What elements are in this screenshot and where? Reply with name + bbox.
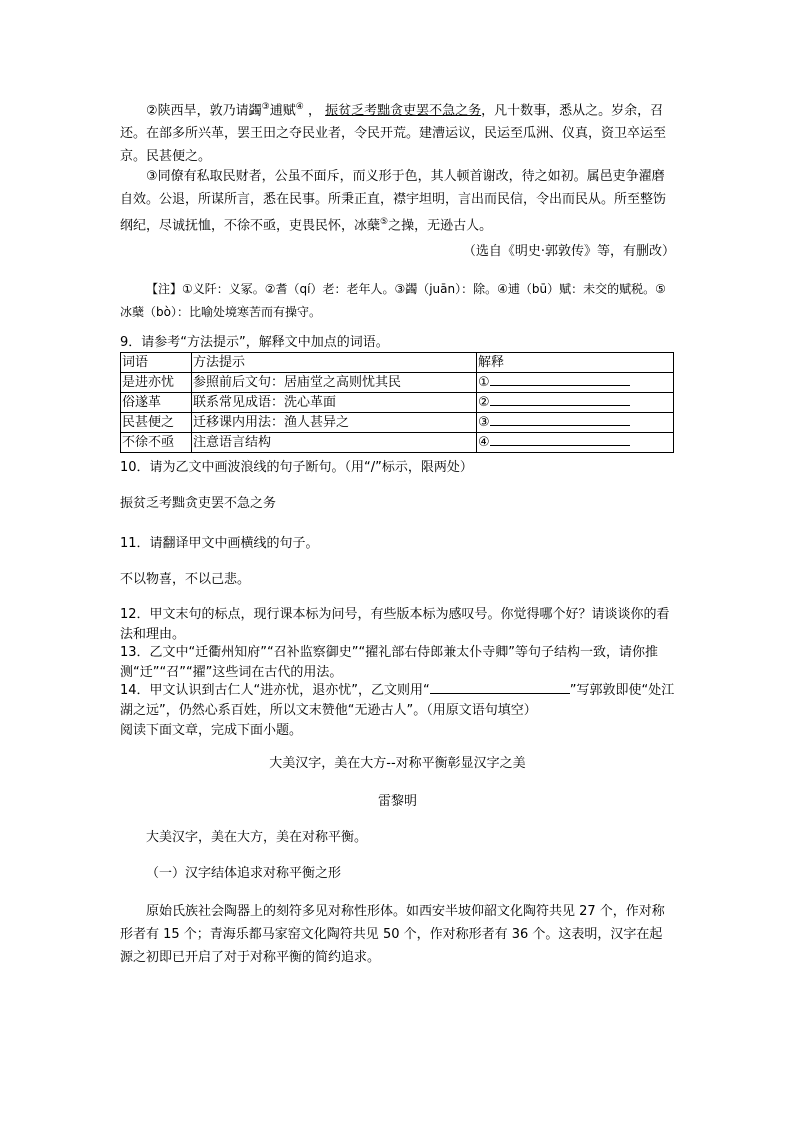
table-cell-hint: 联系常见成语：洗心革面 [192, 393, 477, 413]
answer-number: ④ [478, 435, 490, 450]
answer-blank[interactable] [490, 393, 630, 406]
table-cell-hint: 注意语言结构 [192, 433, 477, 453]
table-header-cell: 解释 [477, 353, 674, 373]
table-cell-hint: 迁移课内用法：渔人甚异之 [192, 413, 477, 433]
wavy-underlined-sentence: 振贫乏考黜贪吏罢不急之务 [325, 103, 482, 119]
table-cell-answer[interactable] [477, 413, 674, 433]
vocabulary-table [120, 352, 674, 453]
footnote-mark: ④ [295, 102, 304, 112]
question-13: 13．乙文中“迁衢州知府”“召补监察御史”“擢礼部右侍郎兼太仆寺卿”等句子结构一致，请你推测“迁”“召”“擢”这些词在古代的用法。 [120, 645, 658, 680]
reading-instruction: 阅读下面文章，完成下面小题。 [120, 723, 303, 738]
q14-part-b: ”写郭敦即使“处江湖之远”，仍然心系百姓，所以文末赞他“无逊古人”。（用原文语句填空） [120, 683, 675, 718]
para3-end: 之操，无逊古人。 [388, 218, 493, 234]
para2-start: ②陕西旱，敦乃请蠲 [146, 103, 262, 119]
paragraph-2 [120, 96, 675, 168]
question-9: 9．请参考“方法提示”，解释文中加点的词语。 [120, 335, 389, 350]
article-paragraph-1: 大美汉字，美在大方，美在对称平衡。 [146, 830, 368, 845]
footnote-mark: ⑤ [380, 217, 389, 227]
annotation-note: 【注】①义阡：义冢。②耆（qí）老：老年人。③蠲（juān）：除。④逋（bū）赋：未交的赋税。⑤冰蘖（bò）：比喻处境寒苦而有操守。 [120, 282, 666, 319]
answer-blank[interactable] [490, 433, 630, 446]
q14-answer-blank[interactable] [430, 681, 570, 694]
source-citation: （选自《明史·郭敦传》等，有删改） [462, 244, 675, 259]
question-12: 12．甲文末句的标点，现行课本标为问号，有些版本标为感叹号。你觉得哪个好？请谈谈你的看法和理由。 [120, 607, 670, 642]
table-row [121, 433, 674, 453]
table-header-row [121, 353, 674, 373]
article-paragraph-2: 原始氏族社会陶器上的刻符多见对称性形体。如西安半坡仰韶文化陶符共见 27 个，作对称形者有 15 个；青海乐都马家窑文化陶符共见 50 个，作对称形者有 36 个。这表明，汉字在起源之初即已开启了对于对称平衡的简约追求。 [120, 904, 665, 965]
table-header-cell: 方法提示 [192, 353, 477, 373]
para2-comma: ， [303, 103, 326, 119]
table-cell-answer[interactable] [477, 393, 674, 413]
answer-number: ③ [478, 415, 490, 430]
answer-number: ① [478, 375, 490, 390]
table-cell-answer[interactable] [477, 373, 674, 393]
article-title: 大美汉字，美在大方--对称平衡彰显汉字之美 [269, 756, 526, 771]
para2-mid: 逋赋 [269, 103, 296, 119]
paragraph-3 [120, 165, 675, 237]
question-10: 10．请为乙文中画波浪线的句子断句。（用“/”标示，限两处） [120, 460, 473, 475]
para3-start: ③同僚有私取民财者，公虽不面斥，而义形于色，其人顿首谢改，待之如初。属邑吏争濯磨自效。公退，所谋所言，悉在民事。所秉正直，襟宇坦明，言出而民信，令出而民从。所至整饬纲纪，尽诚抚恤，不徐不亟，吏畏民怀，冰蘖 [120, 169, 667, 234]
question-10-text: 振贫乏考黜贪吏罢不急之务 [120, 496, 277, 511]
table-header-cell: 词语 [121, 353, 192, 373]
table-cell-word: 不徐不亟 [121, 433, 192, 453]
footnote-mark: ③ [261, 102, 270, 112]
answer-blank[interactable] [490, 373, 630, 386]
article-author: 雷黎明 [377, 794, 417, 809]
question-14 [120, 681, 675, 721]
q14-part-a: 14．甲文认识到古仁人“进亦忧，退亦忧”，乙文则用“ [120, 683, 430, 698]
table-cell-word: 民甚便之 [121, 413, 192, 433]
section-heading-1: （一）汉字结体追求对称平衡之形 [146, 866, 342, 881]
table-row [121, 413, 674, 433]
table-cell-hint: 参照前后文句：居庙堂之高则忧其民 [192, 373, 477, 393]
table-row [121, 373, 674, 393]
para2-rest: ，凡十数事，悉从之。岁余，召还。在部多所兴革，罢王田之夺民业者，令民开荒。建漕运议，民运至瓜洲、仪真，资卫卒运至京。民甚便之。 [120, 103, 667, 165]
answer-number: ② [478, 395, 490, 410]
answer-blank[interactable] [490, 413, 630, 426]
table-row [121, 393, 674, 413]
question-11: 11．请翻译甲文中画横线的句子。 [120, 536, 319, 551]
table-cell-word: 俗遂革 [121, 393, 192, 413]
table-cell-word: 是进亦忧 [121, 373, 192, 393]
table-cell-answer[interactable] [477, 433, 674, 453]
question-11-text: 不以物喜，不以己悲。 [120, 572, 251, 587]
